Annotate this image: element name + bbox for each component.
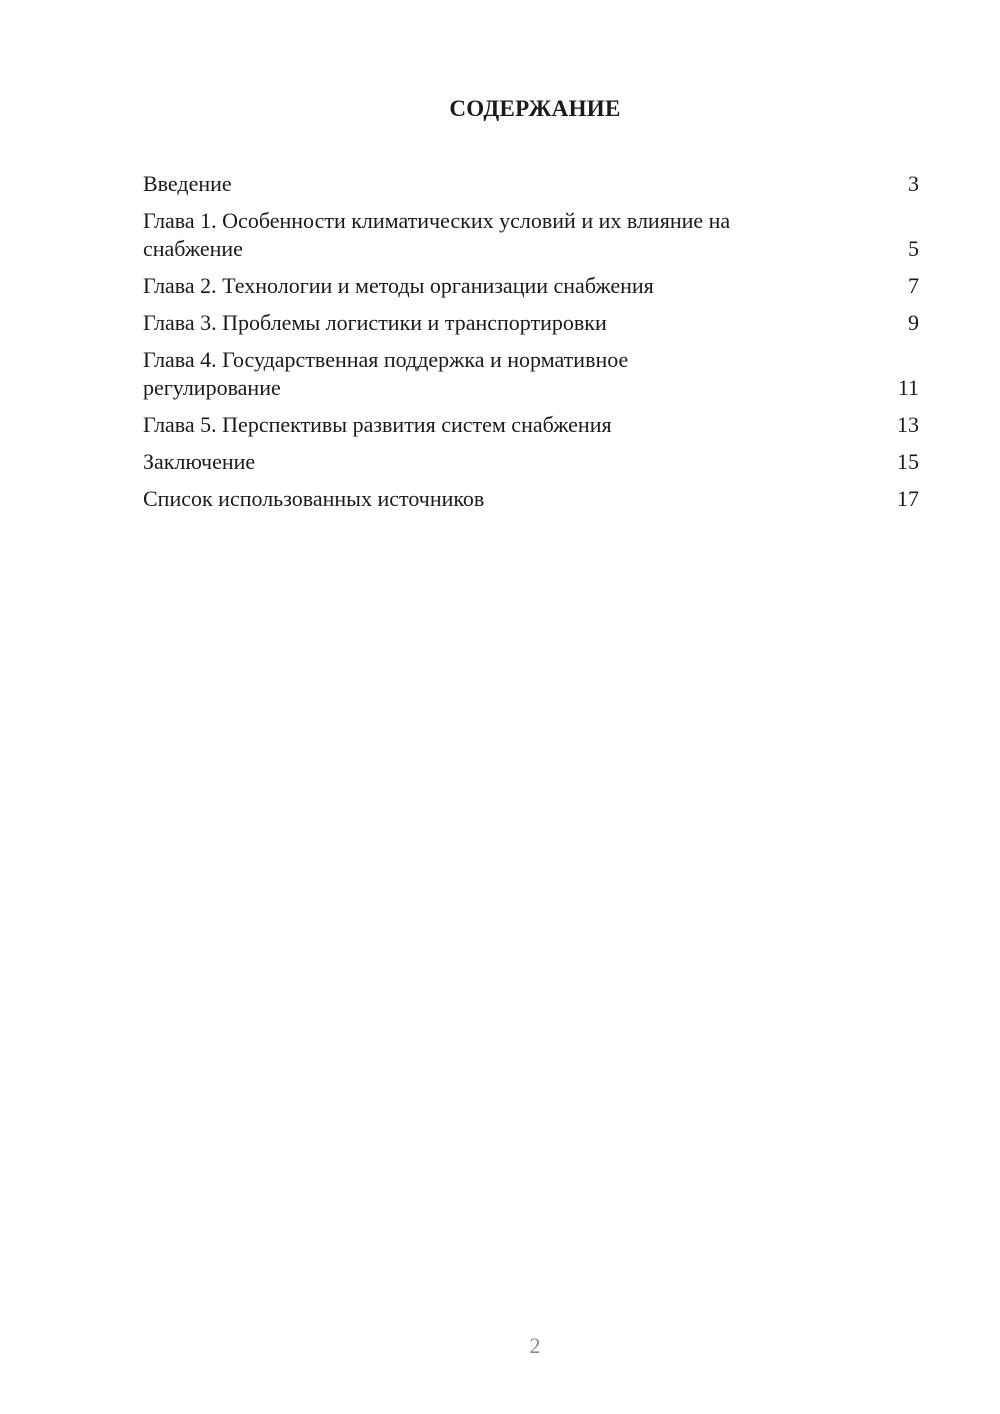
toc-item-label: Введение — [143, 171, 232, 196]
toc-item-page: 13 — [897, 412, 919, 437]
toc-item-page: 17 — [897, 486, 919, 511]
toc-item-chapter-2 — [143, 272, 919, 300]
toc-item-page: 15 — [897, 449, 919, 474]
toc-item-label: Заключение — [143, 449, 256, 474]
toc-item-introduction — [143, 170, 919, 198]
table-of-contents — [143, 170, 919, 522]
toc-item-page: 5 — [908, 236, 919, 261]
toc-item-chapter-5 — [143, 411, 919, 439]
toc-item-label: Список использованных источников — [143, 486, 485, 511]
toc-item-conclusion — [143, 448, 919, 476]
toc-item-label: Глава 1. Особенности климатических условий и их влияние на снабжение — [143, 208, 731, 261]
toc-item-page: 11 — [897, 375, 919, 400]
toc-item-chapter-3 — [143, 309, 919, 337]
toc-item-label: Глава 5. Перспективы развития систем снабжения — [143, 412, 612, 437]
page-title: СОДЕРЖАНИЕ — [449, 96, 621, 121]
toc-item-references — [143, 485, 919, 513]
toc-item-label: Глава 2. Технологии и методы организации снабжения — [143, 273, 654, 298]
toc-item-chapter-1 — [143, 207, 919, 263]
page-number: 2 — [529, 1333, 541, 1358]
toc-item-label: Глава 4. Государственная поддержка и нормативное регулирование — [143, 347, 629, 400]
toc-item-label: Глава 3. Проблемы логистики и транспортировки — [143, 310, 607, 335]
toc-item-page: 9 — [908, 310, 919, 335]
toc-item-page: 7 — [908, 273, 919, 298]
toc-item-page: 3 — [908, 171, 919, 196]
toc-item-chapter-4 — [143, 346, 919, 402]
